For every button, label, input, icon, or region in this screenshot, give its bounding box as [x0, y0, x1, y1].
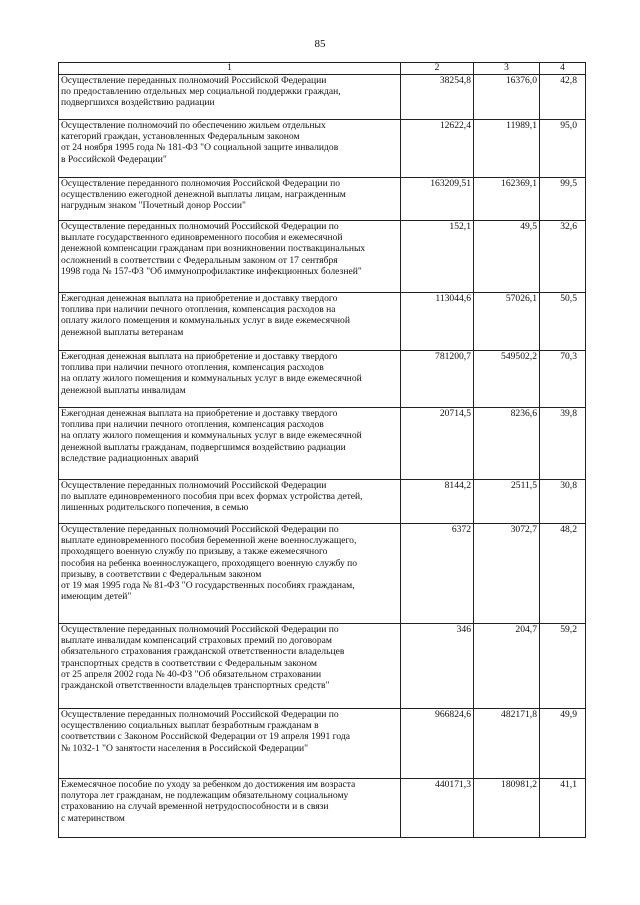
row-percent: 59,2: [540, 624, 586, 709]
row-percent: 50,5: [540, 293, 586, 351]
row-percent: 95,0: [540, 120, 586, 178]
row-percent: 99,5: [540, 178, 586, 221]
row-planned-value: 113044,6: [401, 293, 474, 351]
row-percent: 42,8: [540, 75, 586, 120]
row-description: Осуществление переданных полномочий Российской Федерации по предоставлению отдельных мер социальной поддержки граждан, подвергшихся воздействию радиации: [59, 75, 401, 120]
row-actual-value: 16376,0: [474, 75, 540, 120]
table-row: [59, 480, 586, 524]
row-description: Ежегодная денежная выплата на приобретение и доставку твердого топлива при наличии печного отопления, компенсация расходов на оплату жилого помещения и коммунальных услуг в виде ежемесячной денежной выплаты гражданам, подвергшимся воздействию радиации вследствие радиационных аварий: [59, 408, 401, 480]
row-percent: 48,2: [540, 524, 586, 624]
row-planned-value: 440171,3: [401, 779, 474, 838]
table-row: [59, 221, 586, 293]
row-percent: 39,8: [540, 408, 586, 480]
row-actual-value: 549502,2: [474, 351, 540, 408]
row-planned-value: 346: [401, 624, 474, 709]
row-planned-value: 152,1: [401, 221, 474, 293]
table-row: [59, 120, 586, 178]
row-percent: 30,8: [540, 480, 586, 524]
row-description: Ежегодная денежная выплата на приобретение и доставку твердого топлива при наличии печного отопления, компенсация расходов на оплату жилого помещения и коммунальных услуг в виде ежемесячной денежной выплаты инвалидам: [59, 351, 401, 408]
row-description: Осуществление переданных полномочий Российской Федерации по выплате единовременного пособия при всех формах устройства детей, лишенных родительского попечения, в семью: [59, 480, 401, 524]
row-actual-value: 482171,8: [474, 709, 540, 779]
table-row: [59, 293, 586, 351]
row-description: Осуществление переданных полномочий Российской Федерации по осуществлению социальных выплат безработным гражданам в соответствии с Законом Российской Федерации от 19 апреля 1991 года № 1032-1 "О занятости населения в Российской Федерации": [59, 709, 401, 779]
row-actual-value: 49,5: [474, 221, 540, 293]
row-planned-value: 20714,5: [401, 408, 474, 480]
row-planned-value: 781200,7: [401, 351, 474, 408]
header-col-4: 4: [540, 63, 586, 75]
row-actual-value: 8236,6: [474, 408, 540, 480]
table-row: [59, 524, 586, 624]
row-percent: 41,1: [540, 779, 586, 838]
row-description: Ежемесячное пособие по уходу за ребенком до достижения им возраста полутора лет гражданам, не подлежащим обязательному социальному страхованию на случай временной нетрудоспособности и в связи с материнством: [59, 779, 401, 838]
budget-table: [58, 62, 586, 838]
row-actual-value: 2511,5: [474, 480, 540, 524]
header-col-2: 2: [401, 63, 474, 75]
row-description: Осуществление переданных полномочий Российской Федерации по выплате государственного единовременного пособия и ежемесячной денежной компенсации гражданам при возникновении поствакцинальных осложнений в соответствии с Федеральным законом от 17 сентября 1998 года № 157-ФЗ "Об иммунопрофилактике инфекционных болезней": [59, 221, 401, 293]
row-actual-value: 57026,1: [474, 293, 540, 351]
row-planned-value: 12622,4: [401, 120, 474, 178]
table-row: [59, 709, 586, 779]
header-row: [59, 63, 586, 75]
table-row: [59, 408, 586, 480]
table-row: [59, 75, 586, 120]
table-row: [59, 351, 586, 408]
row-percent: 32,6: [540, 221, 586, 293]
row-percent: 70,3: [540, 351, 586, 408]
row-actual-value: 3072,7: [474, 524, 540, 624]
row-description: Осуществление переданного полномочия Российской Федерации по осуществлению ежегодной денежной выплаты лицам, награжденным нагрудным знаком "Почетный донор России": [59, 178, 401, 221]
table-row: [59, 624, 586, 709]
row-planned-value: 38254,8: [401, 75, 474, 120]
row-description: Ежегодная денежная выплата на приобретение и доставку твердого топлива при наличии печного отопления, компенсация расходов на оплату жилого помещения и коммунальных услуг в виде ежемесячной денежной выплаты ветеранам: [59, 293, 401, 351]
row-description: Осуществление полномочий по обеспечению жильем отдельных категорий граждан, установленных Федеральным законом от 24 ноября 1995 года № 181-ФЗ "О социальной защите инвалидов в Российской Федерации": [59, 120, 401, 178]
row-actual-value: 162369,1: [474, 178, 540, 221]
row-percent: 49,9: [540, 709, 586, 779]
header-col-1: 1: [59, 63, 401, 75]
row-planned-value: 163209,51: [401, 178, 474, 221]
table-row: [59, 178, 586, 221]
row-planned-value: 966824,6: [401, 709, 474, 779]
row-description: Осуществление переданных полномочий Российской Федерации по выплате единовременного пособия беременной жене военнослужащего, проходящего военную службу по призыву, а также ежемесячного пособия на ребенка военнослужащего, проходящего военную службу по призыву, в соответствии с Федеральным законом от 19 мая 1995 года № 81-ФЗ "О государственных пособиях гражданам, имеющим детей": [59, 524, 401, 624]
page-number: 85: [314, 38, 326, 50]
row-planned-value: 6372: [401, 524, 474, 624]
row-actual-value: 11989,1: [474, 120, 540, 178]
row-actual-value: 204,7: [474, 624, 540, 709]
row-planned-value: 8144,2: [401, 480, 474, 524]
table-row: [59, 779, 586, 838]
header-col-3: 3: [474, 63, 540, 75]
row-actual-value: 180981,2: [474, 779, 540, 838]
row-description: Осуществление переданных полномочий Российской Федерации по выплате инвалидам компенсаций страховых премий по договорам обязательного страхования гражданской ответственности владельцев транспортных средств в соответствии с Федеральным законом от 25 апреля 2002 года № 40-ФЗ "Об обязательном страховании гражданской ответственности владельцев транспортных средств": [59, 624, 401, 709]
